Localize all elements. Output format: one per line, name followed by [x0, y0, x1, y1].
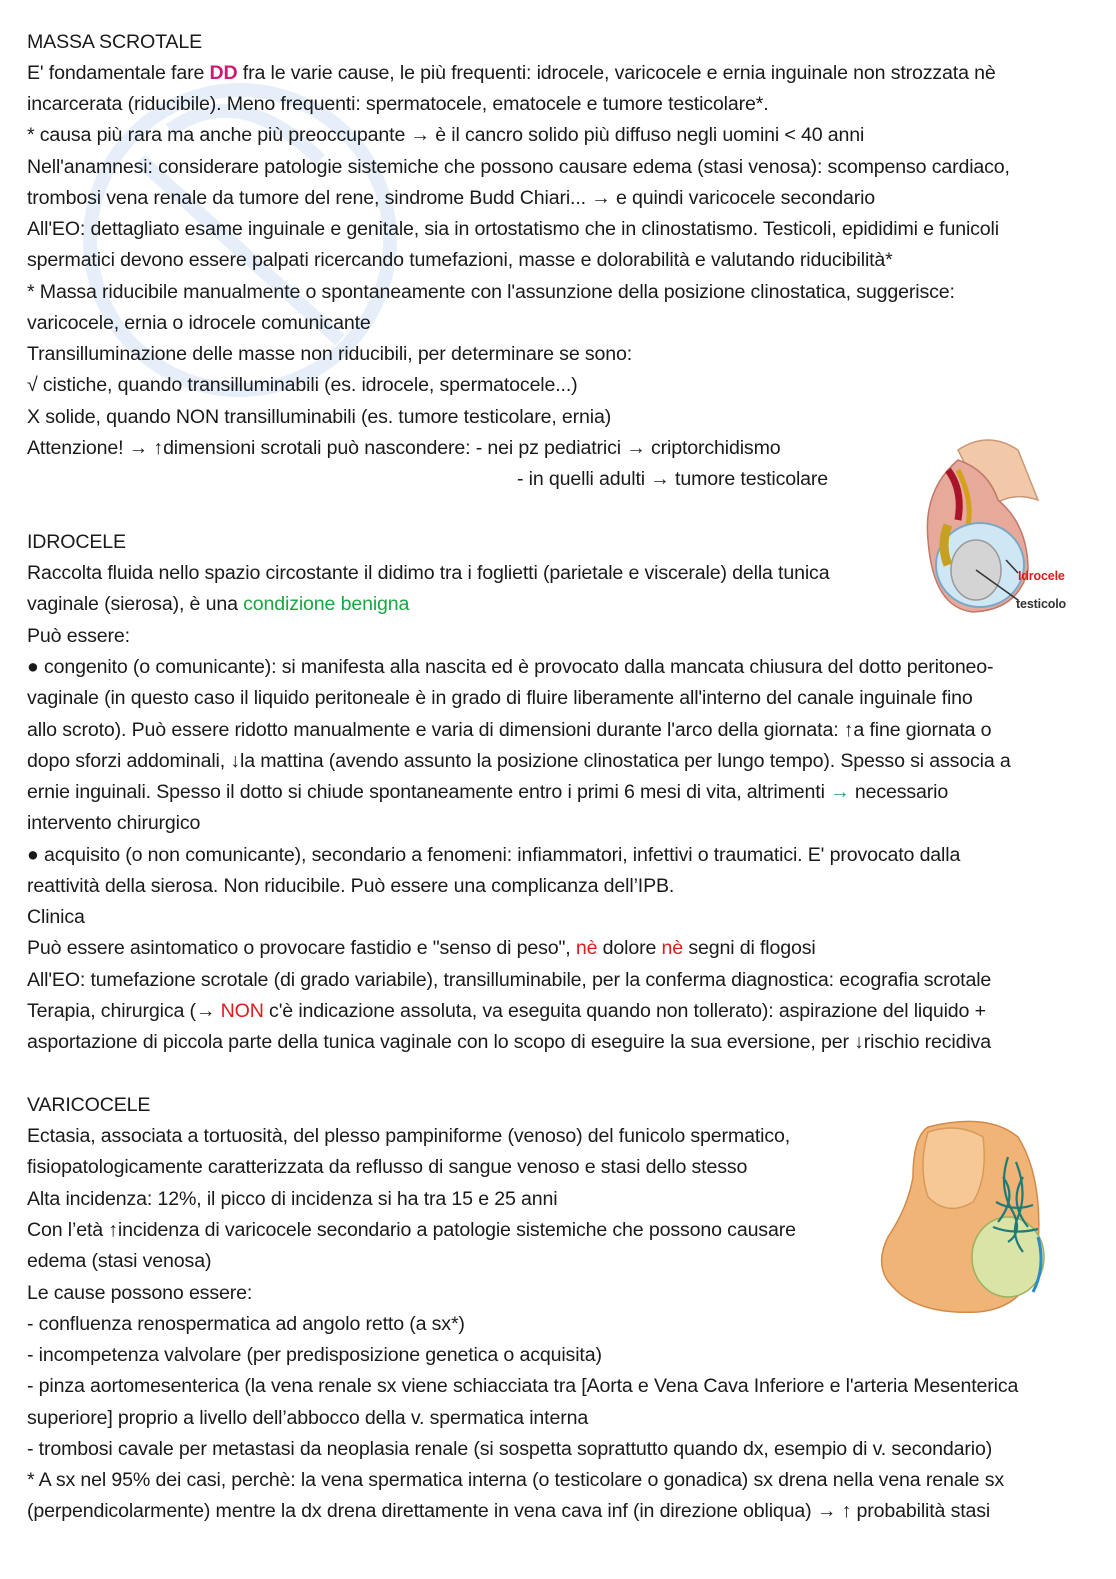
paragraph-line: trombosi vena renale da tumore del rene, sindrome Budd Chiari... → e quindi varicocele secondario [27, 187, 876, 209]
text-run: vaginale (sierosa), è una [27, 593, 244, 615]
red-highlight: nè [575, 937, 598, 959]
paragraph-line: Può essere: [27, 625, 130, 647]
text-run: dolore [597, 937, 662, 959]
text-run: fra le varie cause, le più frequenti: idrocele, varicocele e ernia inguinale non strozzata nè [237, 62, 996, 84]
text-run: segni di flogosi [683, 937, 816, 959]
section-title-idrocele: IDROCELE [27, 531, 126, 553]
paragraph-line: dopo sforzi addominali, ↓la mattina (avendo assunto la posizione clinostatica per lungo tempo). Spesso si associa a [27, 750, 1011, 772]
text-run: Può essere asintomatico o provocare fastidio e "senso di peso", [27, 937, 576, 959]
paragraph-line [27, 592, 409, 616]
paragraph-line: * causa più rara ma anche più preoccupante → è il cancro solido più diffuso negli uomini < 40 anni [27, 124, 865, 146]
idrocele-label: Idrocele [1018, 569, 1065, 583]
text-run: E' fondamentale fare [27, 62, 210, 84]
paragraph-line: Clinica [27, 906, 85, 928]
text-run: ernie inguinali. Spesso il dotto si chiude spontaneamente entro i primi 6 mesi di vita, altrimenti [27, 781, 831, 803]
arrow-highlight: → [830, 781, 850, 803]
paragraph-line: spermatici devono essere palpati ricercando tumefazioni, masse e dolorabilità e valutando riducibilità* [27, 249, 893, 271]
paragraph-line [27, 780, 948, 804]
penis-shape [923, 1128, 984, 1208]
paragraph-line: edema (stasi venosa) [27, 1250, 212, 1272]
paragraph-line: reattività della sierosa. Non riducibile. Può essere una complicanza dell’IPB. [27, 875, 675, 897]
paragraph-line: Con l’età ↑incidenza di varicocele secondario a patologie sistemiche che possono causare [27, 1219, 796, 1241]
paragraph-line: √ cistiche, quando transilluminabili (es. idrocele, spermatocele...) [27, 374, 578, 396]
paragraph-line: - in quelli adulti → tumore testicolare [517, 468, 829, 490]
red-highlight: nè [661, 937, 684, 959]
paragraph-line: fisiopatologicamente caratterizzata da reflusso di sangue venoso e stasi dello stesso [27, 1156, 748, 1178]
paragraph-line [27, 936, 816, 960]
paragraph-line: intervento chirurgico [27, 812, 201, 834]
paragraph-line: Nell'anamnesi: considerare patologie sistemiche che possono causare edema (stasi venosa): scompenso cardiaco, [27, 156, 1010, 178]
paragraph-line: Alta incidenza: 12%, il picco di incidenza si ha tra 15 e 25 anni [27, 1188, 558, 1210]
testicolo-label: testicolo [1016, 597, 1067, 611]
paragraph-line: superiore] proprio a livello dell’abbocco della v. spermatica interna [27, 1407, 589, 1429]
paragraph-line [27, 999, 986, 1023]
paragraph-line: Attenzione! → ↑dimensioni scrotali può nascondere: - nei pz pediatrici → criptorchidismo [27, 437, 781, 459]
paragraph-line: vaginale (in questo caso il liquido peritoneale è in grado di fluire liberamente all'interno del canale inguinale fino [27, 687, 973, 709]
paragraph-line: - confluenza renospermatica ad angolo retto (a sx*) [27, 1313, 465, 1335]
paragraph-line: - incompetenza valvolare (per predisposizione genetica o acquisita) [27, 1344, 602, 1366]
paragraph-line: incarcerata (riducibile). Meno frequenti: spermatocele, ematocele e tumore testicolare*. [27, 93, 769, 115]
dd-highlight: DD [209, 62, 238, 84]
paragraph-line: allo scroto). Può essere ridotto manualmente e varia di dimensioni durante l'arco della giornata: ↑a fine giornata o [27, 719, 992, 741]
paragraph-line: asportazione di piccola parte della tunica vaginale con lo scopo di eseguire la sua eversione, per ↓rischio recidiva [27, 1031, 991, 1053]
red-highlight: NON [220, 1000, 264, 1022]
text-run: Terapia, chirurgica (→ [27, 1000, 221, 1022]
paragraph-line: ● congenito (o comunicante): si manifesta alla nascita ed è provocato dalla mancata chiusura del dotto peritoneo- [27, 656, 994, 678]
section-title-massa-scrotale: MASSA SCROTALE [27, 31, 203, 53]
paragraph-line: ● acquisito (o non comunicante), secondario a fenomeni: infiammatori, infettivi o traumatici. E' provocato dalla [27, 844, 961, 866]
paragraph-line: (perpendicolarmente) mentre la dx drena direttamente in vena cava inf (in direzione obliqua) → ↑ probabilità stasi [27, 1500, 991, 1522]
paragraph-line: Le cause possono essere: [27, 1282, 253, 1304]
paragraph-line: Raccolta fluida nello spazio circostante il didimo tra i foglietti (parietale e viscerale) della tunica [27, 562, 830, 584]
section-title-varicocele: VARICOCELE [27, 1094, 151, 1116]
paragraph-line: Ectasia, associata a tortuosità, del plesso pampiniforme (venoso) del funicolo spermatico, [27, 1125, 791, 1147]
paragraph-line [27, 61, 996, 85]
paragraph-line: All'EO: tumefazione scrotale (di grado variabile), transilluminabile, per la conferma diagnostica: ecografia scrotale [27, 969, 992, 991]
text-run: necessario [849, 781, 949, 803]
paragraph-line: - pinza aortomesenterica (la vena renale sx viene schiacciata tra [Aorta e Vena Cava Inferiore e l'arteria Mesenterica [27, 1375, 1019, 1397]
paragraph-line: - trombosi cavale per metastasi da neoplasia renale (si sospetta soprattutto quando dx, esempio di v. secondario) [27, 1438, 993, 1460]
paragraph-line: varicocele, ernia o idrocele comunicante [27, 312, 371, 334]
paragraph-line: Transilluminazione delle masse non riducibili, per determinare se sono: [27, 343, 633, 365]
paragraph-line: * A sx nel 95% dei casi, perchè: la vena spermatica interna (o testicolare o gonadica) sx drena nella vena renale sx [27, 1469, 1005, 1491]
paragraph-line: All'EO: dettagliato esame inguinale e genitale, sia in ortostatismo che in clinostatismo. Testicoli, epididimi e funicoli [27, 218, 999, 240]
hydrocele-illustration [918, 430, 1086, 615]
green-highlight: condizione benigna [243, 593, 410, 615]
text-run: c'è indicazione assoluta, va eseguita quando non tollerato): aspirazione del liquido + [263, 1000, 986, 1022]
paragraph-line: * Massa riducibile manualmente o spontaneamente con l'assunzione della posizione clinostatica, suggerisce: [27, 281, 955, 303]
paragraph-line: X solide, quando NON transilluminabili (es. tumore testicolare, ernia) [27, 406, 612, 428]
